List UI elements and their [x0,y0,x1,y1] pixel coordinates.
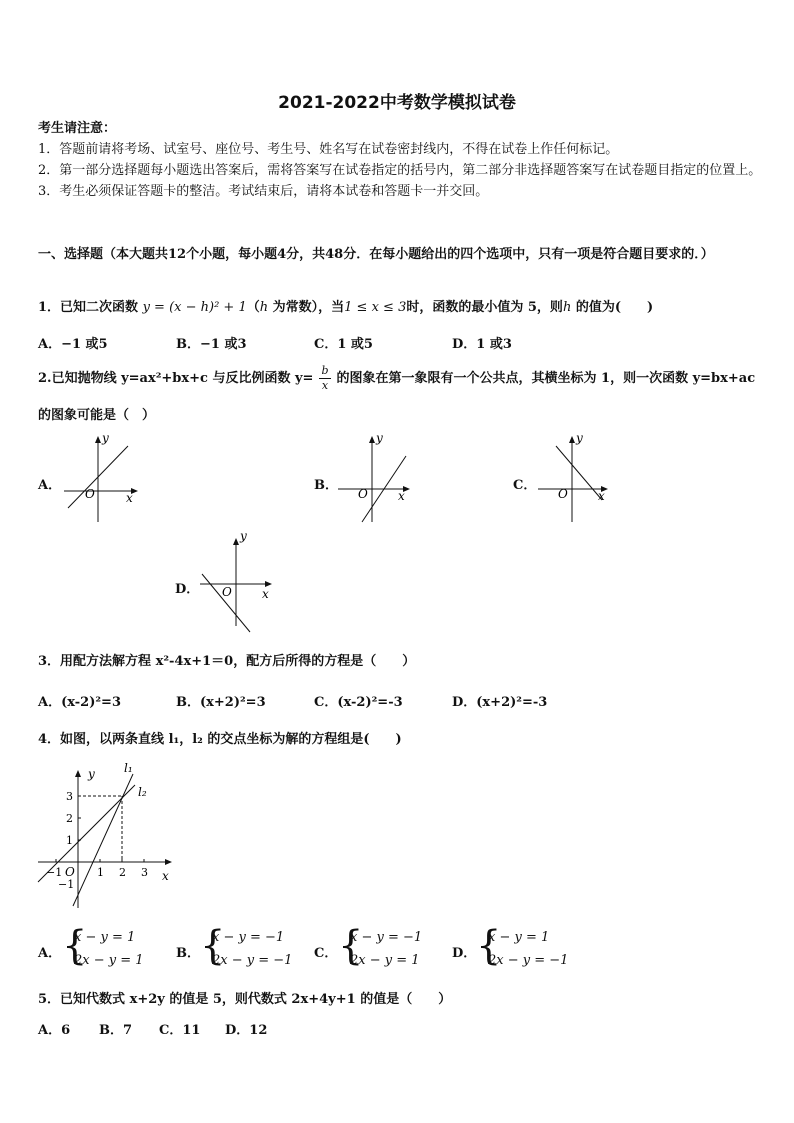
q2-graph-label-c[interactable]: C． [513,478,537,493]
q2-frac-num: b [321,364,329,377]
notice-item-3: 3．考生必须保证答题卡的整洁。考试结束后，请将本试卷和答题卡一并交回。 [38,184,489,199]
y-axis-arrow [569,436,575,443]
l2-label: l₂ [138,785,147,799]
q1-option-c[interactable]: C．1 或5 [314,337,373,352]
x-label: x [598,489,605,503]
x-label: x [126,491,133,505]
notice-item-1: 1．答题前请将考场、试室号、座位号、考生号、姓名写在试卷密封线内，不得在试卷上作任何标记。 [38,142,619,157]
q5-option-d[interactable]: D．12 [225,1023,268,1038]
y-label: y [576,431,583,445]
q3-option-d[interactable]: D．(x+2)²=-3 [452,695,548,710]
x-label: x [262,587,269,601]
x-tick-label: 2 [119,866,126,879]
question-5: 5．已知代数式 x+2y 的值是 5，则代数式 2x+4y+1 的值是（ ） [38,992,452,1007]
origin-label: O [65,865,75,879]
y-axis-arrow [75,770,81,777]
q1-mid: 为常数），当 [268,300,345,315]
question-2 [38,364,755,393]
y-tick-label: 2 [66,812,73,825]
q1-formula: y = (x − h)² + 1 [142,300,247,315]
q1-h: h [259,300,269,315]
l1-label: l₁ [124,761,133,775]
q1-option-b[interactable]: B．−1 或3 [176,337,247,352]
q4-option-a-eq2: 2x − y = 1 [74,953,144,968]
y-label: y [88,767,95,781]
q2-fraction [319,364,330,393]
brace-icon: { [62,923,88,969]
q5-option-c[interactable]: C．11 [159,1023,201,1038]
graph-line [202,574,250,632]
q2-line-2: 的图象可能是（ ） [38,408,156,423]
q4-option-d-eq1: x − y = 1 [488,930,550,945]
y-tick-label: −1 [58,878,75,891]
q2-frac-den: x [321,379,329,392]
q4-option-b-label: B． [176,946,200,961]
notice-head: 考生请注意： [38,121,117,136]
x-tick-label: 3 [141,866,148,879]
q4-option-d-label: D． [452,946,477,961]
section-heading: 一、选择题（本大题共12个小题，每小题4分，共48分．在每小题给出的四个选项中，只有一项是符合题目要求的．） [38,247,714,262]
y-axis-arrow [233,538,239,545]
origin-label: O [85,487,95,501]
q2-post: 的图象在第一象限有一个公共点，其横坐标为 1，则一次函数 y=bx+ac [336,371,756,386]
q4-option-a-eq1: x − y = 1 [74,930,136,945]
q3-option-a[interactable]: A．(x-2)²=3 [38,695,121,710]
q4-option-c-eq2: 2x − y = 1 [350,953,420,968]
q3-option-c[interactable]: C．(x-2)²=-3 [314,695,403,710]
origin-label: O [558,487,568,501]
q4-option-c-label: C． [314,946,338,961]
y-tick-label: 3 [66,790,73,803]
x-tick-label: −1 [46,866,63,879]
q1-post: 时，函数的最小值为 5，则 [406,300,563,315]
line-l1 [73,774,133,906]
x-tick-label: 1 [97,866,104,879]
q1-pre: 1．已知二次函数 [38,300,143,315]
q2-graph-c[interactable] [532,428,622,528]
x-label: x [162,869,169,883]
q2-graph-d[interactable] [194,528,284,634]
page-title: 2021-2022中考数学模拟试卷 [278,93,516,113]
q4-option-c-eq1: x − y = −1 [350,930,423,945]
question-4: 4．如图，以两条直线 l₁，l₂ 的交点坐标为解的方程组是( ) [38,732,402,747]
y-label: y [240,529,247,543]
q4-option-d-eq2: 2x − y = −1 [488,953,569,968]
q1-paren: （ [246,300,260,315]
q2-graph-a[interactable] [58,428,148,528]
q2-graph-b[interactable] [334,428,424,528]
y-axis-arrow [95,436,101,443]
q4-graph [34,758,184,916]
origin-label: O [358,487,368,501]
y-label: y [102,431,109,445]
question-3: 3．用配方法解方程 x²-4x+1＝0，配方后所得的方程是（ ） [38,654,416,669]
origin-label: O [222,585,232,599]
brace-icon: { [338,923,364,969]
x-axis-arrow [165,859,172,865]
q2-graph-label-d[interactable]: D． [175,582,200,597]
y-axis-arrow [369,436,375,443]
q3-option-b[interactable]: B．(x+2)²=3 [176,695,266,710]
q1-tail: 的值为( ) [571,300,654,315]
question-1 [38,296,653,315]
q2-pre: 2.已知抛物线 y=ax²+bx+c 与反比例函数 y= [38,371,314,386]
y-tick-label: 1 [66,834,73,847]
q5-option-a[interactable]: A．6 [38,1023,71,1038]
q1-option-d[interactable]: D．1 或3 [452,337,512,352]
brace-icon: { [200,923,226,969]
x-label: x [398,489,405,503]
notice-block [38,118,762,202]
q4-option-b-eq2: 2x − y = −1 [212,953,293,968]
q4-option-b-eq1: x − y = −1 [212,930,285,945]
q1-h2: h [562,300,572,315]
notice-item-2: 2．第一部分选择题每小题选出答案后，需将答案写在试卷指定的括号内，第二部分非选择题答案写在试卷题目指定的位置上。 [38,163,762,178]
q5-option-b[interactable]: B．7 [99,1023,133,1038]
q1-range: 1 ≤ x ≤ 3 [344,300,407,315]
y-label: y [376,431,383,445]
q2-graph-label-a[interactable]: A． [38,478,62,493]
brace-icon: { [476,923,502,969]
q1-option-a[interactable]: A．−1 或5 [38,337,108,352]
q4-option-a-label: A． [38,946,62,961]
q2-graph-label-b[interactable]: B． [314,478,338,493]
